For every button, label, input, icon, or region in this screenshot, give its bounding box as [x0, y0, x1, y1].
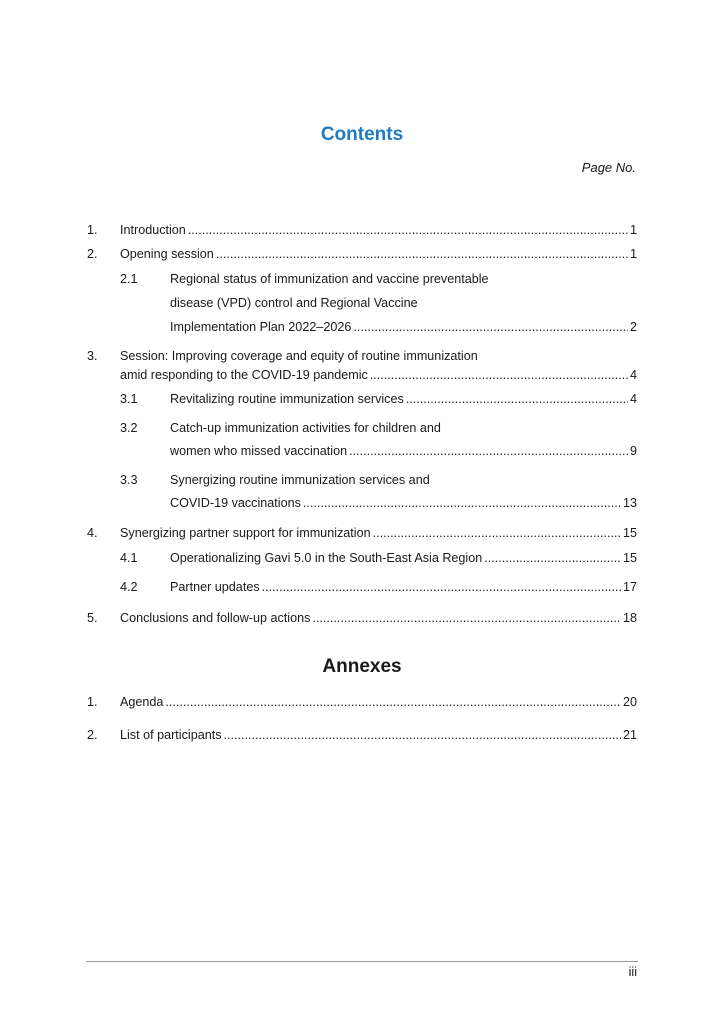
- toc-entry-opening-session[interactable]: [120, 245, 637, 263]
- page-number-column-label: Page No.: [581, 160, 636, 175]
- toc-entry-synergizing-services[interactable]: [170, 494, 637, 512]
- toc-entry-text: COVID-19 vaccinations: [170, 496, 301, 510]
- toc-number: 1.: [87, 223, 98, 237]
- toc-page-number: 21: [622, 728, 637, 742]
- toc-number: 5.: [87, 611, 98, 625]
- dot-leader: [312, 609, 621, 627]
- dot-leader: [188, 221, 628, 239]
- toc-subnumber: 4.1: [120, 551, 138, 565]
- dot-leader: [484, 549, 621, 567]
- toc-entry-text: Regional status of immunization and vaccine preventable: [170, 272, 489, 286]
- toc-entry-text: Conclusions and follow-up actions: [120, 611, 311, 625]
- toc-page-number: 1: [629, 223, 637, 237]
- footer-page-number: iii: [628, 965, 637, 979]
- toc-number: 2.: [87, 247, 98, 261]
- toc-subnumber: 3.2: [120, 421, 138, 435]
- toc-page-number: 4: [629, 368, 637, 382]
- dot-leader: [349, 442, 628, 460]
- dot-leader: [353, 318, 628, 336]
- dot-leader: [406, 390, 628, 408]
- toc-entry-text: women who missed vaccination: [170, 444, 348, 458]
- footer-divider: [86, 961, 638, 962]
- toc-entry-text: Opening session: [120, 247, 214, 261]
- toc-entry-text: Catch-up immunization activities for children and: [170, 421, 441, 435]
- toc-entry-introduction[interactable]: [120, 221, 637, 239]
- toc-entry-text: Session: Improving coverage and equity of routine immunization: [120, 349, 478, 363]
- dot-leader: [303, 494, 621, 512]
- toc-page-number: 15: [622, 526, 637, 540]
- toc-subnumber: 3.3: [120, 473, 138, 487]
- toc-page-number: 18: [622, 611, 637, 625]
- toc-entry-text: Introduction: [120, 223, 186, 237]
- annex-entry-participants[interactable]: [120, 726, 637, 744]
- annexes-heading: Annexes: [322, 656, 402, 677]
- toc-entry-text: Operationalizing Gavi 5.0 in the South-East Asia Region: [170, 551, 483, 565]
- toc-entry-text: disease (VPD) control and Regional Vaccine: [170, 296, 418, 310]
- toc-number: 3.: [87, 349, 98, 363]
- toc-page-number: 13: [622, 496, 637, 510]
- toc-page-number: 2: [629, 320, 637, 334]
- annex-number: 2.: [87, 728, 98, 742]
- toc-number: 4.: [87, 526, 98, 540]
- toc-page-number: 1: [629, 247, 637, 261]
- toc-entry-partner-updates[interactable]: [170, 578, 637, 596]
- toc-subnumber: 2.1: [120, 272, 138, 286]
- toc-entry-text: Partner updates: [170, 580, 260, 594]
- toc-entry-regional-status[interactable]: [170, 318, 637, 336]
- toc-entry-revitalizing[interactable]: [170, 390, 637, 408]
- toc-entry-improving-coverage[interactable]: [120, 366, 637, 384]
- dot-leader: [216, 245, 628, 263]
- toc-entry-conclusions[interactable]: [120, 609, 637, 627]
- toc-entry-text: Implementation Plan 2022–2026: [170, 320, 352, 334]
- page-title: Contents: [320, 124, 404, 145]
- toc-entry-text: List of participants: [120, 728, 222, 742]
- toc-page-number: 20: [622, 695, 637, 709]
- toc-page-number: 17: [622, 580, 637, 594]
- dot-leader: [373, 524, 621, 542]
- dot-leader: [224, 726, 621, 744]
- toc-entry-text: Synergizing partner support for immunization: [120, 526, 371, 540]
- dot-leader: [370, 366, 628, 384]
- toc-entry-gavi[interactable]: [170, 549, 637, 567]
- toc-entry-partner-support[interactable]: [120, 524, 637, 542]
- toc-entry-text: Revitalizing routine immunization services: [170, 392, 404, 406]
- toc-entry-catch-up[interactable]: [170, 442, 637, 460]
- toc-page-number: 15: [622, 551, 637, 565]
- dot-leader: [165, 693, 621, 711]
- toc-entry-text: amid responding to the COVID-19 pandemic: [120, 368, 368, 382]
- toc-entry-text: Agenda: [120, 695, 164, 709]
- dot-leader: [262, 578, 621, 596]
- toc-subnumber: 4.2: [120, 580, 138, 594]
- annex-entry-agenda[interactable]: [120, 693, 637, 711]
- toc-page-number: 4: [629, 392, 637, 406]
- toc-entry-text: Synergizing routine immunization services and: [170, 473, 430, 487]
- toc-subnumber: 3.1: [120, 392, 138, 406]
- toc-page-number: 9: [629, 444, 637, 458]
- annex-number: 1.: [87, 695, 98, 709]
